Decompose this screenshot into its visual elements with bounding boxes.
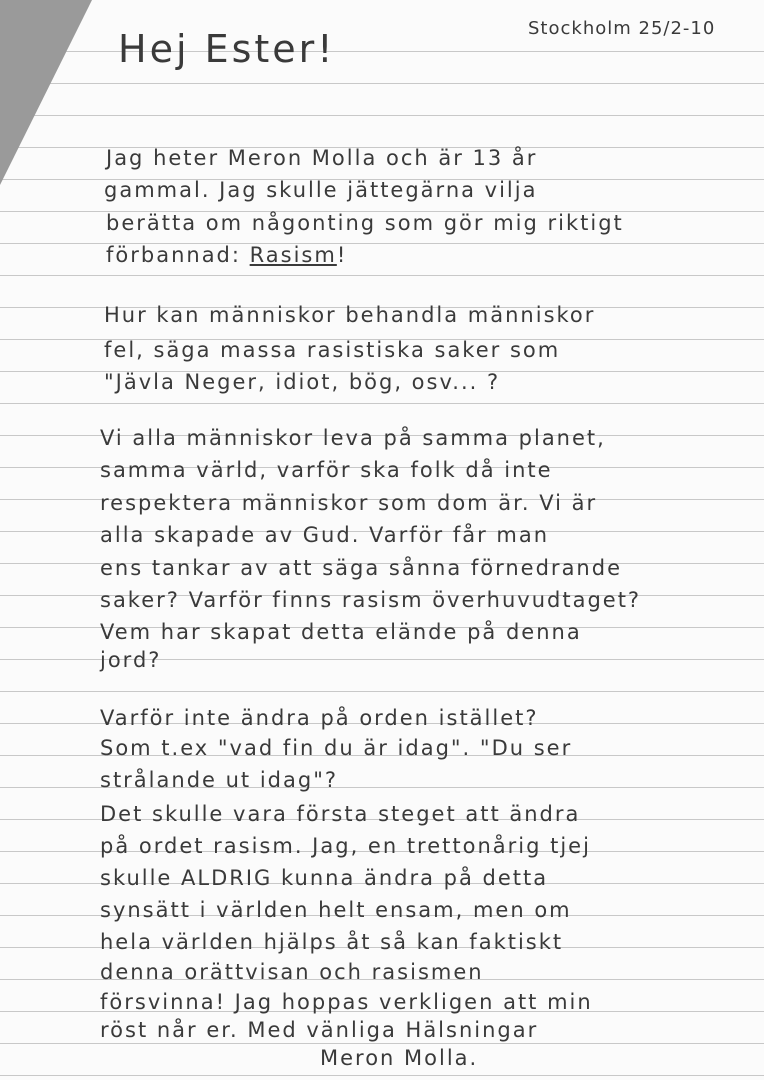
rasism-keyword: Rasism: [249, 243, 337, 267]
p3-line4: alla skapade av Gud. Varför får man: [100, 523, 550, 547]
p4-line8: hela världen hjälps åt så kan faktiskt: [100, 930, 564, 954]
p4-line11: röst når er. Med vänliga Hälsningar: [100, 1018, 539, 1042]
p4-line5: på ordet rasism. Jag, en trettonårig tjej: [100, 834, 591, 858]
p1-line4-prefix: förbannad:: [106, 243, 241, 267]
p1-line3: berätta om någonting som gör mig riktigt: [106, 211, 624, 235]
p3-line2: samma värld, varför ska folk då inte: [100, 458, 553, 482]
folded-corner: [0, 0, 92, 185]
p1-line2: gammal. Jag skulle jättegärna vilja: [104, 178, 538, 202]
p3-line3: respektera människor som dom är. Vi är: [100, 491, 598, 515]
p2-line2: fel, säga massa rasistiska saker som: [104, 338, 561, 362]
p1-line4: [106, 245, 347, 266]
greeting: Hej Ester!: [118, 27, 336, 71]
p3-line5: ens tankar av att säga sånna förnedrande: [100, 556, 622, 580]
p4-line1: Varför inte ändra på orden istället?: [100, 706, 539, 730]
signature: Meron Molla.: [320, 1046, 479, 1070]
p4-line3: strålande ut idag"?: [100, 768, 339, 792]
p3-line8: jord?: [100, 648, 162, 672]
p4-line9: denna orättvisan och rasismen: [100, 960, 484, 984]
p2-line3: "Jävla Neger, idiot, bög, osv... ?: [104, 370, 501, 394]
p1-line4-suffix: !: [336, 243, 348, 267]
p4-line2: Som t.ex "vad fin du är idag". "Du ser: [100, 736, 573, 760]
p4-line6: skulle ALDRIG kunna ändra på detta: [100, 866, 549, 890]
p3-line1: Vi alla människor leva på samma planet,: [100, 426, 606, 450]
place-date: Stockholm 25/2-10: [528, 18, 716, 39]
p4-line4: Det skulle vara första steget att ändra: [100, 802, 581, 826]
p4-line7: synsätt i världen helt ensam, men om: [100, 898, 572, 922]
p2-line1: Hur kan människor behandla människor: [104, 303, 596, 327]
p4-line10: försvinna! Jag hoppas verkligen att min: [100, 990, 593, 1014]
p1-line1: Jag heter Meron Molla och är 13 år: [106, 146, 538, 170]
p3-line6: saker? Varför finns rasism överhuvudtaget?: [100, 588, 642, 612]
p3-line7: Vem har skapat detta elände på denna: [100, 620, 582, 644]
